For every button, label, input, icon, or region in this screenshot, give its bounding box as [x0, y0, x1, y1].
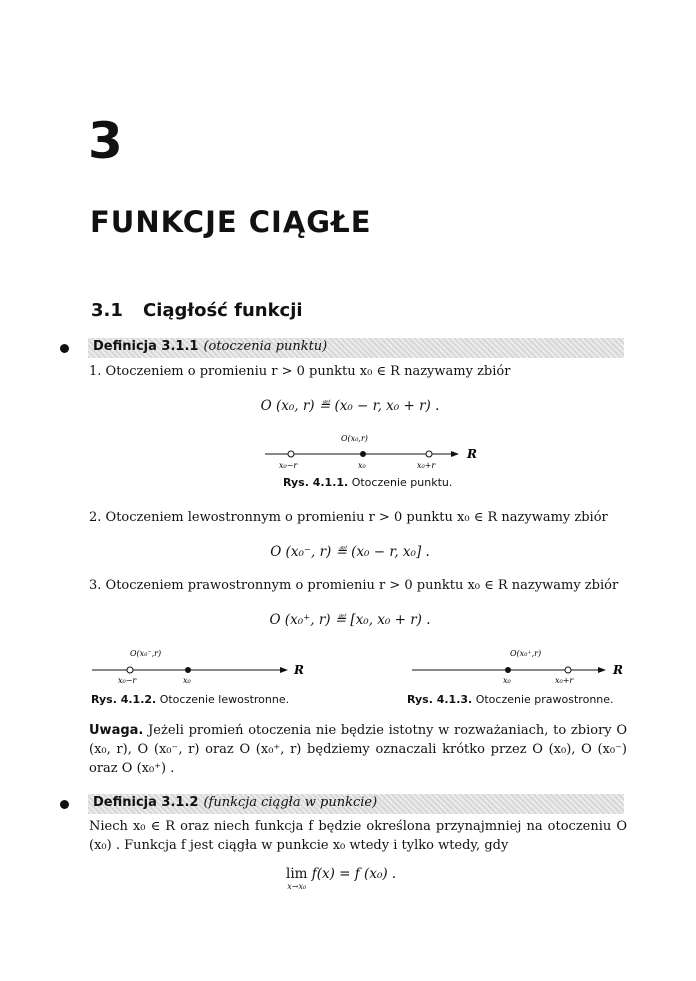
- definition-2-text: Niech x₀ ∈ R oraz niech funkcja f będzie określona przynajmniej na otoczeniu O (x₀) . Funkcja f jest ciągła w punkcie x₀ wtedy i tylko wtedy, gdy: [89, 819, 627, 853]
- figure-left-neighborhood: [88, 646, 318, 686]
- caption-text: Otoczenie lewostronne.: [159, 693, 290, 706]
- fig1-tick-mid: x₀: [358, 461, 366, 470]
- formula-right-neighborhood: O (x₀⁺, r) ≝ [x₀, x₀ + r) .: [269, 612, 431, 628]
- fig2-filled-dot: [185, 667, 191, 673]
- definition-subtitle: (funkcja ciągła w punkcie): [203, 795, 378, 810]
- chapter-number: 3: [88, 112, 123, 170]
- definition-number: Definicja 3.1.1: [93, 339, 199, 354]
- figure-caption-2: [91, 693, 289, 706]
- fig1-top-label: O(x₀,r): [341, 434, 368, 443]
- fig1-open-dot-left: [288, 451, 294, 457]
- fig1-arrow-icon: [451, 451, 459, 457]
- definition-item-1: 1. Otoczeniem o promieniu r > 0 punktu x₀ ∈ R nazywamy zbiór: [89, 364, 511, 379]
- figure-right-neighborhood: [410, 646, 630, 686]
- fig2-arrow-icon: [280, 667, 288, 673]
- definition-label: [93, 339, 327, 354]
- fig1-tick-right: x₀+r: [417, 461, 436, 470]
- figure-caption-3: [407, 693, 614, 706]
- definition-item-3: 3. Otoczeniem prawostronnym o promieniu r > 0 punktu x₀ ∈ R nazywamy zbiór: [89, 578, 619, 593]
- section-title: Ciągłość funkcji: [143, 300, 303, 321]
- caption-text: Otoczenie punktu.: [351, 476, 453, 489]
- limit-subscript: x→x₀: [287, 882, 307, 891]
- section-number: 3.1: [91, 300, 123, 321]
- figure-neighborhood: [255, 430, 485, 474]
- fig2-top-label: O(x₀⁻,r): [130, 649, 162, 658]
- fig2-tick-left: x₀−r: [118, 676, 137, 685]
- fig1-axis-label: R: [467, 447, 477, 461]
- formula-continuity: [286, 866, 396, 898]
- figure-caption-1: [283, 476, 452, 489]
- fig3-arrow-icon: [598, 667, 606, 673]
- chapter-title: FUNKCJE CIĄGŁE: [90, 205, 372, 239]
- definition-label: [93, 795, 377, 810]
- bullet-icon: [60, 800, 69, 809]
- definition-number: Definicja 3.1.2: [93, 795, 199, 810]
- section-heading: [91, 300, 303, 321]
- fig3-tick-right: x₀+r: [555, 676, 574, 685]
- caption-label: Rys. 4.1.2.: [91, 693, 157, 706]
- formula-neighborhood: O (x₀, r) ≝ (x₀ − r, x₀ + r) .: [260, 398, 440, 414]
- bullet-icon: [60, 344, 69, 353]
- fig2-tick-right: x₀: [183, 676, 191, 685]
- fig2-open-dot: [127, 667, 133, 673]
- definition-item-2: 2. Otoczeniem lewostronnym o promieniu r > 0 punktu x₀ ∈ R nazywamy zbiór: [89, 510, 608, 525]
- remark-text: Jeżeli promień otoczenia nie będzie istotny w rozważaniach, to zbiory O (x₀, r), O (x₀⁻, r) oraz O (x₀⁺, r) będziemy oznaczali krótko przez O (x₀), O (x₀⁻) oraz O (x₀⁺) .: [89, 723, 628, 776]
- remark-paragraph: [89, 721, 627, 778]
- definition-subtitle: (otoczenia punktu): [203, 339, 328, 354]
- fig3-open-dot: [565, 667, 571, 673]
- caption-label: Rys. 4.1.3.: [407, 693, 473, 706]
- caption-text: Otoczenie prawostronne.: [475, 693, 614, 706]
- limit-expression: f(x) = f (x₀) .: [311, 866, 397, 882]
- fig2-axis-label: R: [294, 663, 304, 677]
- fig3-tick-left: x₀: [503, 676, 511, 685]
- fig3-filled-dot: [505, 667, 511, 673]
- fig1-open-dot-right: [426, 451, 432, 457]
- fig3-top-label: O(x₀⁺,r): [510, 649, 542, 658]
- remark-label: Uwaga.: [89, 723, 144, 738]
- fig1-filled-dot: [360, 451, 366, 457]
- fig1-tick-left: x₀−r: [279, 461, 298, 470]
- fig3-axis-label: R: [613, 663, 623, 677]
- limit-operator: lim: [286, 866, 308, 882]
- formula-left-neighborhood: O (x₀⁻, r) ≝ (x₀ − r, x₀] .: [270, 544, 430, 560]
- caption-label: Rys. 4.1.1.: [283, 476, 349, 489]
